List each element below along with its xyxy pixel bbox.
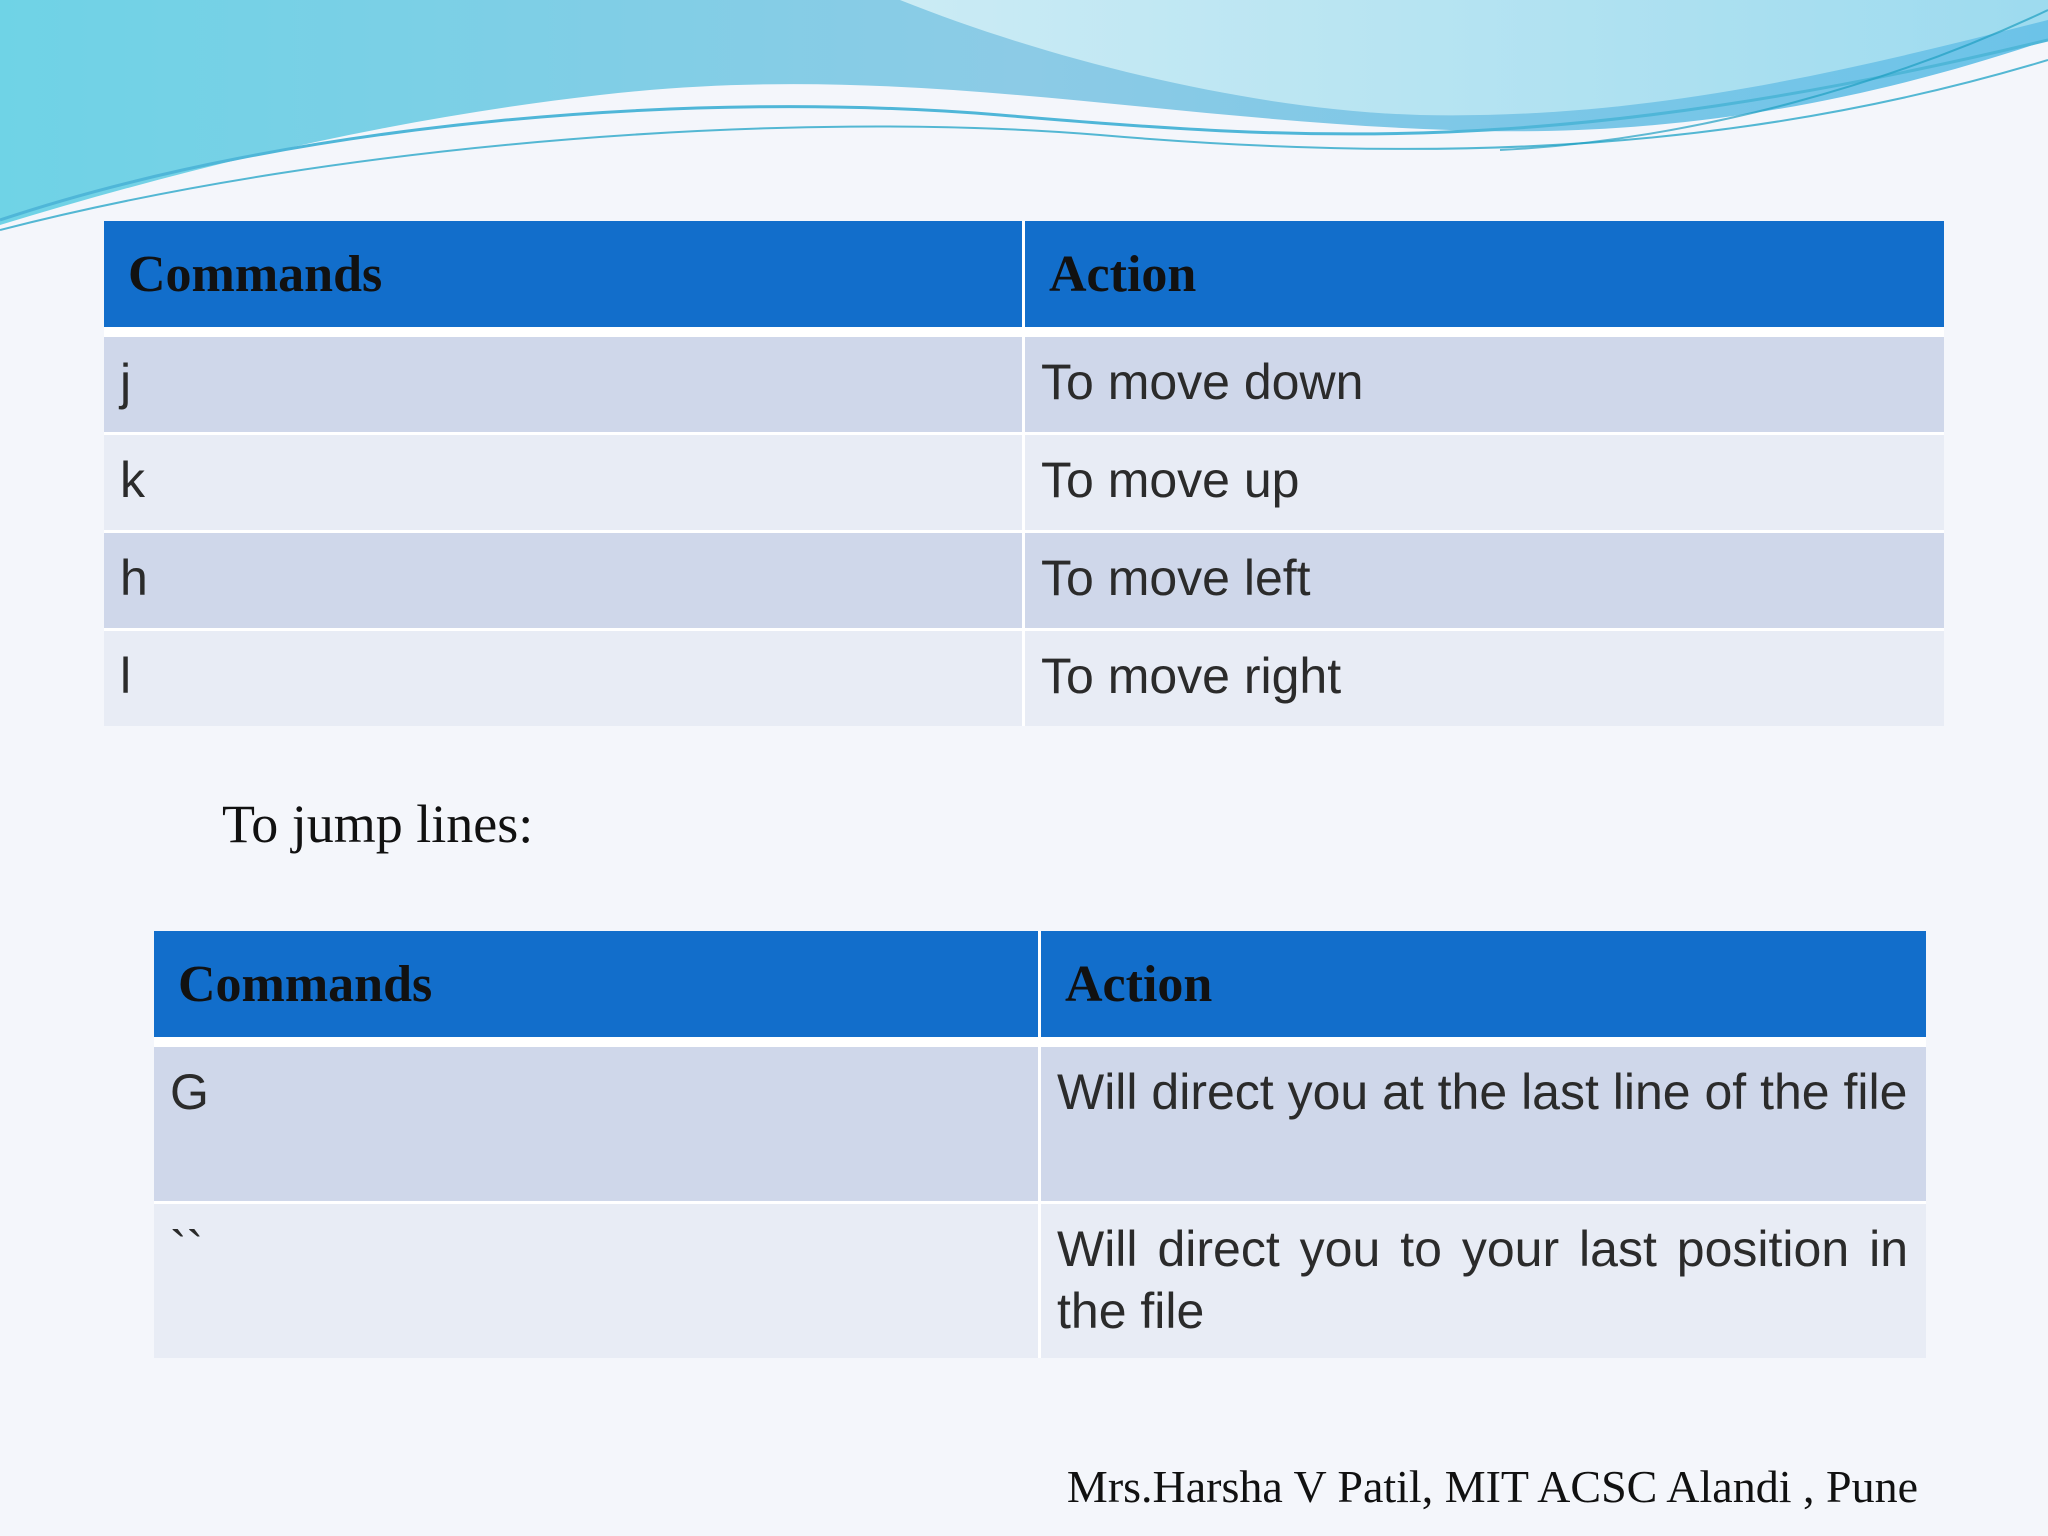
action-cell: To move up bbox=[1022, 432, 1944, 530]
table-row bbox=[154, 1201, 1926, 1358]
footer-author-credit: Mrs.Harsha V Patil, MIT ACSC Alandi , Pune bbox=[1066, 1461, 1918, 1512]
command-cell: l bbox=[104, 628, 1022, 726]
action-cell: To move down bbox=[1022, 334, 1944, 432]
jump-commands-table bbox=[154, 931, 1926, 1358]
command-cell: G bbox=[154, 1044, 1038, 1201]
action-cell: To move left bbox=[1022, 530, 1944, 628]
movement-commands-table bbox=[104, 221, 1944, 726]
command-cell: k bbox=[104, 432, 1022, 530]
table-row bbox=[154, 1044, 1926, 1201]
subheading-jump-lines: To jump lines: bbox=[222, 794, 534, 854]
action-cell: To move right bbox=[1022, 628, 1944, 726]
column-header-action: Action bbox=[1022, 221, 1944, 334]
column-header-commands: Commands bbox=[154, 931, 1038, 1044]
column-header-action: Action bbox=[1038, 931, 1926, 1044]
table-row bbox=[104, 334, 1944, 432]
table-header-row bbox=[104, 221, 1944, 334]
column-header-commands: Commands bbox=[104, 221, 1022, 334]
command-cell: h bbox=[104, 530, 1022, 628]
table-row bbox=[104, 530, 1944, 628]
decorative-wave-header bbox=[0, 0, 2048, 240]
table-row bbox=[104, 628, 1944, 726]
action-cell: Will direct you at the last line of the file bbox=[1038, 1044, 1926, 1201]
table-row bbox=[104, 432, 1944, 530]
table-header-row bbox=[154, 931, 1926, 1044]
command-cell: j bbox=[104, 334, 1022, 432]
command-cell: `` bbox=[154, 1201, 1038, 1358]
action-cell: Will direct you to your last position in the file bbox=[1038, 1201, 1926, 1358]
